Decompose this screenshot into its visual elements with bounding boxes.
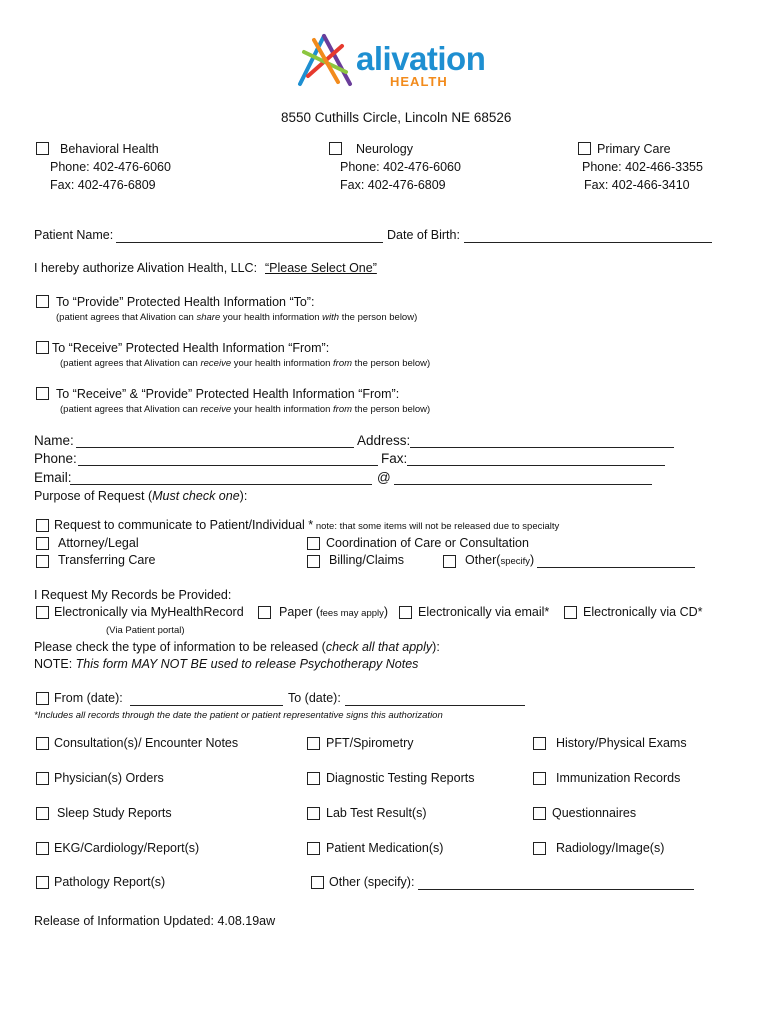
type-checkbox[interactable]	[533, 772, 546, 785]
purpose-coordination: Coordination of Care or Consultation	[326, 536, 529, 550]
type-label: Pathology Report(s)	[54, 875, 166, 889]
purpose-billing: Billing/Claims	[329, 553, 405, 567]
clinic-address: 8550 Cuthills Circle, Lincoln NE 68526	[281, 110, 512, 125]
purpose-attorney-checkbox[interactable]	[36, 537, 49, 550]
contact-address-field[interactable]	[410, 447, 674, 448]
dept-phone: Phone: 402-476-6060	[50, 160, 171, 174]
type-label: Immunization Records	[556, 771, 681, 785]
type-checkbox[interactable]	[36, 876, 49, 889]
logo-health: HEALTH	[390, 74, 448, 89]
type-checkbox[interactable]	[36, 842, 49, 855]
authorize-text: I hereby authorize Alivation Health, LLC:	[34, 261, 258, 275]
type-label: Patient Medication(s)	[326, 841, 444, 855]
contact-at: @	[377, 470, 391, 485]
type-label: Lab Test Result(s)	[326, 806, 427, 820]
contact-email-user-field[interactable]	[70, 484, 372, 485]
type-label: Diagnostic Testing Reports	[326, 771, 475, 785]
psychotherapy-note: NOTE: This form MAY NOT BE used to release Psychotherapy Notes	[34, 657, 419, 671]
myhealthrecord-checkbox[interactable]	[36, 606, 49, 619]
type-label: PFT/Spirometry	[326, 736, 414, 750]
contact-name-label: Name:	[34, 433, 74, 448]
type-label: Physician(s) Orders	[54, 771, 164, 785]
purpose-transfer: Transferring Care	[58, 553, 156, 567]
dob-label: Date of Birth:	[387, 228, 460, 242]
contact-fax-field[interactable]	[407, 465, 665, 466]
from-date-field[interactable]	[130, 705, 283, 706]
purpose-communicate-checkbox[interactable]	[36, 519, 49, 532]
records-title: I Request My Records be Provided:	[34, 588, 232, 602]
type-checkbox[interactable]	[307, 842, 320, 855]
records-opt-email: Electronically via email*	[418, 605, 550, 619]
type-label: Consultation(s)/ Encounter Notes	[54, 736, 239, 750]
records-opt-myhealthrecord: Electronically via MyHealthRecord	[54, 605, 244, 619]
patient-name-label: Patient Name:	[34, 228, 114, 242]
contact-fax-label: Fax:	[381, 451, 408, 466]
purpose-attorney: Attorney/Legal	[58, 536, 139, 550]
dept-fax: Fax: 402-476-6809	[340, 178, 446, 192]
please-select-one: “Please Select One”	[265, 261, 377, 275]
to-date-label: To (date):	[288, 691, 341, 705]
dept-name: Primary Care	[597, 142, 671, 156]
type-label: EKG/Cardiology/Report(s)	[54, 841, 200, 855]
dept-fax: Fax: 402-476-6809	[50, 178, 156, 192]
dept-phone: Phone: 402-466-3355	[582, 160, 703, 174]
provide-checkbox[interactable]	[36, 295, 49, 308]
option-note: (patient agrees that Alivation can receive your health information from the person below)	[60, 358, 431, 369]
cd-checkbox[interactable]	[564, 606, 577, 619]
type-label: Sleep Study Reports	[57, 806, 172, 820]
portal-note: (Via Patient portal)	[106, 625, 185, 636]
paper-checkbox[interactable]	[258, 606, 271, 619]
type-label: Other (specify):	[329, 875, 415, 889]
other-specify-field[interactable]	[418, 889, 694, 890]
contact-address-label: Address:	[357, 433, 411, 448]
type-checkbox[interactable]	[533, 737, 546, 750]
purpose-other: Other(specify)	[465, 553, 535, 567]
contact-phone-label: Phone:	[34, 451, 77, 466]
purpose-transfer-checkbox[interactable]	[36, 555, 49, 568]
purpose-other-field[interactable]	[537, 567, 695, 568]
email-checkbox[interactable]	[399, 606, 412, 619]
records-opt-cd: Electronically via CD*	[583, 605, 703, 619]
type-checkbox[interactable]	[311, 876, 324, 889]
contact-email-label: Email:	[34, 470, 72, 485]
logo-word: alivation	[356, 40, 486, 77]
check-title: Please check the type of information to be released (check all that apply):	[34, 640, 440, 654]
includes-note: *Includes all records through the date the patient or patient representative signs this authorization	[34, 710, 443, 721]
type-checkbox[interactable]	[307, 807, 320, 820]
option-label: To “Receive” Protected Health Information “From”:	[52, 341, 330, 355]
receive-provide-checkbox[interactable]	[36, 387, 49, 400]
purpose-communicate: Request to communicate to Patient/Individual * note: that some items will not be released due to specialty	[54, 518, 560, 532]
to-date-field[interactable]	[345, 705, 525, 706]
receive-checkbox[interactable]	[36, 341, 49, 354]
type-checkbox[interactable]	[533, 807, 546, 820]
purpose-other-checkbox[interactable]	[443, 555, 456, 568]
type-label: Questionnaires	[552, 806, 637, 820]
contact-name-field[interactable]	[76, 447, 354, 448]
type-label: History/Physical Exams	[556, 736, 687, 750]
type-checkbox[interactable]	[36, 772, 49, 785]
type-checkbox[interactable]	[36, 737, 49, 750]
purpose-coordination-checkbox[interactable]	[307, 537, 320, 550]
behavioral-health-checkbox[interactable]	[36, 142, 49, 155]
type-checkbox[interactable]	[307, 772, 320, 785]
primary-care-checkbox[interactable]	[578, 142, 591, 155]
option-note: (patient agrees that Alivation can receive your health information from the person below)	[60, 404, 431, 415]
option-label: To “Receive” & “Provide” Protected Health Information “From”:	[56, 387, 400, 401]
option-note: (patient agrees that Alivation can share your health information with the person below)	[56, 312, 418, 323]
patient-name-field[interactable]	[116, 242, 383, 243]
contact-phone-field[interactable]	[78, 465, 378, 466]
from-date-checkbox[interactable]	[36, 692, 49, 705]
type-checkbox[interactable]	[307, 737, 320, 750]
alivation-logo-mark	[294, 32, 356, 88]
purpose-label: Purpose of Request (Must check one):	[34, 489, 248, 503]
purpose-billing-checkbox[interactable]	[307, 555, 320, 568]
records-opt-paper: Paper (fees may apply)	[279, 605, 389, 619]
dept-name: Neurology	[356, 142, 413, 156]
dept-fax: Fax: 402-466-3410	[584, 178, 690, 192]
contact-email-domain-field[interactable]	[394, 484, 652, 485]
type-checkbox[interactable]	[36, 807, 49, 820]
option-label: To “Provide” Protected Health Information “To”:	[56, 295, 315, 309]
neurology-checkbox[interactable]	[329, 142, 342, 155]
dept-name: Behavioral Health	[60, 142, 159, 156]
dob-field[interactable]	[464, 242, 712, 243]
type-checkbox[interactable]	[533, 842, 546, 855]
type-label: Radiology/Image(s)	[556, 841, 665, 855]
footer-updated: Release of Information Updated: 4.08.19aw	[34, 914, 276, 928]
from-date-label: From (date):	[54, 691, 123, 705]
dept-phone: Phone: 402-476-6060	[340, 160, 461, 174]
